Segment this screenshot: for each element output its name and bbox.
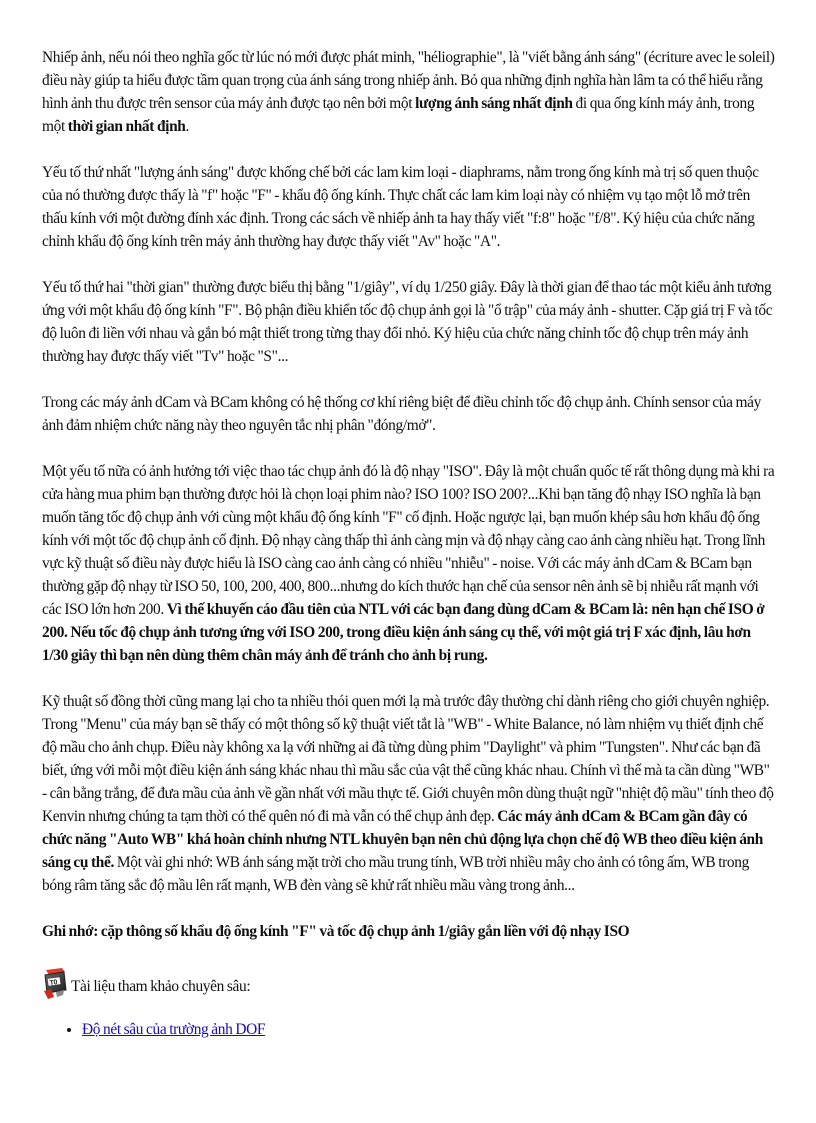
bold-text: Ghi nhớ: cặp thông số khẩu độ ống kính "F" và tốc độ chụp ảnh 1/giây gắn liền với độ nhạy ISO xyxy=(42,923,630,940)
paragraph-5 xyxy=(42,460,776,667)
camera-icon xyxy=(42,966,68,1000)
paragraph-1 xyxy=(42,46,776,138)
paragraph-3 xyxy=(42,276,776,368)
text-segment: Trong các máy ảnh dCam và BCam không có hệ thống cơ khí riêng biệt để điều chỉnh tốc độ chụp ảnh. Chính sensor của máy ảnh đảm nhiệm chức năng này theo nguyên tắc nhị phân "đóng/mở". xyxy=(42,394,761,434)
text-segment: Yếu tố thứ nhất "lượng ánh sáng" được khống chế bởi các lam kim loại - diaphrams, nằm trong ống kính mà trị số quen thuộc của nó thường được thấy là "f" hoặc "F" - khẩu độ ống kính. Thực chất các lam kim loại này có nhiệm vụ tạo một lỗ mở trên thấu kính với một đường đính xác định. Trong các sách về nhiếp ảnh ta hay thấy viết "f:8" hoặc "f/8". Ký hiệu của chức năng chỉnh khẩu độ ống kính trên máy ảnh thường hay được thấy viết "Av" hoặc "A". xyxy=(42,164,759,250)
paragraphs xyxy=(42,46,776,943)
bold-text: Vì thế khuyến cáo đầu tiên của NTL với các bạn đang dùng dCam & BCam là: nên hạn chế ISO ở 200. Nếu tốc độ chụp ảnh tương ứng với ISO 200, trong điều kiện ánh sáng cụ thể, với một giá trị F xác định, lâu hơn 1/30 giây thì bạn nên dùng thêm chân máy ảnh để tránh cho ảnh bị rung. xyxy=(42,601,765,664)
reference-label: Tài liệu tham khảo chuyên sâu: xyxy=(71,978,251,995)
bold-text: Các máy ảnh dCam & BCam gần đây có chức năng "Auto WB" khá hoàn chỉnh nhưng NTL khuyên bạn nên chủ động lựa chọn chế độ WB theo điều kiện ánh sáng cụ thể. xyxy=(42,808,763,871)
text-segment: . xyxy=(185,118,189,135)
paragraph-6 xyxy=(42,690,776,897)
document-body xyxy=(42,46,776,1041)
svg-text:T0: T0 xyxy=(49,979,58,988)
paragraph-7 xyxy=(42,920,776,943)
text-segment: Kỹ thuật số đồng thời cũng mang lại cho ta nhiều thói quen mới lạ mà trước đây thường chỉ dành riêng cho giới chuyên nghiệp. Trong "Menu" của máy bạn sẽ thấy có một thông số kỹ thuật viết tắt là "WB" - White Balance, nó làm nhiệm vụ thiết định chế độ mầu cho ảnh chụp. Điều này không xa lạ với những ai đã từng dùng phim "Daylight" và phim "Tungsten". Như các bạn đã biết, ứng với mỗi một điều kiện ánh sáng khác nhau thì mầu sắc của vật thể cũng khác nhau. Chính vì thế mà ta cần dùng "WB" - cân bằng trắng, để đưa mầu của ảnh về gần nhất với mầu thực tế. Giới chuyên môn dùng thuật ngữ "nhiệt độ mầu" tính theo độ Kenvin nhưng chúng ta tạm thời có thể quên nó đi mà vẫn có thể chụp ảnh đẹp. xyxy=(42,693,774,825)
paragraph-2 xyxy=(42,161,776,253)
text-segment: đi qua ống kính máy ảnh, trong một xyxy=(42,95,755,135)
bold-text: lượng ánh sáng nhất định xyxy=(415,95,573,112)
text-segment: Một yếu tố nữa có ảnh hưởng tới việc thao tác chụp ảnh đó là độ nhạy "ISO". Đây là một chuẩn quốc tế rất thông dụng mà khi ra cửa hàng mua phim bạn thường được hỏi là chọn loại phim nào? ISO 100? ISO 200?...Khi bạn tăng độ nhạy ISO nghĩa là bạn muốn tăng tốc độ chụp ảnh với cùng một khẩu độ ống kính "F" cố định. Hoặc ngược lại, bạn muốn khép sâu hơn khẩu độ ống kính với một tốc độ chụp ảnh cố định. Độ nhạy càng thấp thì ảnh càng mịn và độ nhạy càng cao ảnh càng nhiều hạt. Trong lĩnh vực kỹ thuật số điều này được hiểu là ISO càng cao ảnh càng có nhiều "nhiễu" - noise. Với các máy ảnh dCam & BCam bạn thường gặp độ nhạy từ ISO 50, 100, 200, 400, 800...nhưng do kích thước hạn chế của sensor nên ảnh sẽ bị nhiễu rất mạnh với các ISO lớn hơn 200. xyxy=(42,463,775,618)
bold-text: thời gian nhất định xyxy=(67,118,186,135)
reference-item xyxy=(82,1018,776,1041)
reference-heading xyxy=(42,966,776,1000)
text-segment: Nhiếp ảnh, nếu nói theo nghĩa gốc từ lúc nó mới được phát minh, "héliographie", là "viết bằng ánh sáng" (écriture avec le soleil) điều này giúp ta hiểu được tầm quan trọng của ánh sáng trong nhiếp ảnh. Bỏ qua những định nghĩa hàn lâm ta có thể hiểu rằng hình ảnh thu được trên sensor của máy ảnh được tạo nên bởi một xyxy=(42,49,775,112)
reference-list xyxy=(42,1018,776,1041)
dof-link[interactable]: Độ nét sâu của trường ảnh DOF xyxy=(82,1021,266,1038)
text-segment: Yếu tố thứ hai "thời gian" thường được biểu thị bằng "1/giây", ví dụ 1/250 giây. Đây là thời gian để thao tác một kiểu ảnh tương ứng với một khẩu độ ống kính "F". Bộ phận điều khiển tốc độ chụp ảnh gọi là "ổ trập" của máy ảnh - shutter. Cặp giá trị F và tốc độ luôn đi liền với nhau và gắn bó mật thiết trong từng thay đổi nhỏ. Ký hiệu của chức năng chỉnh tốc độ chụp trên máy ảnh thường hay được thấy viết "Tv" hoặc "S"... xyxy=(42,279,773,365)
paragraph-4 xyxy=(42,391,776,437)
text-segment: Một vài ghi nhớ: WB ánh sáng mặt trời cho mầu trung tính, WB trời nhiều mây cho ảnh có tông ấm, WB trong bóng râm tăng sắc độ mầu lên rất mạnh, WB đèn vàng sẽ khử rất nhiều mầu vàng trong ảnh... xyxy=(42,854,749,894)
